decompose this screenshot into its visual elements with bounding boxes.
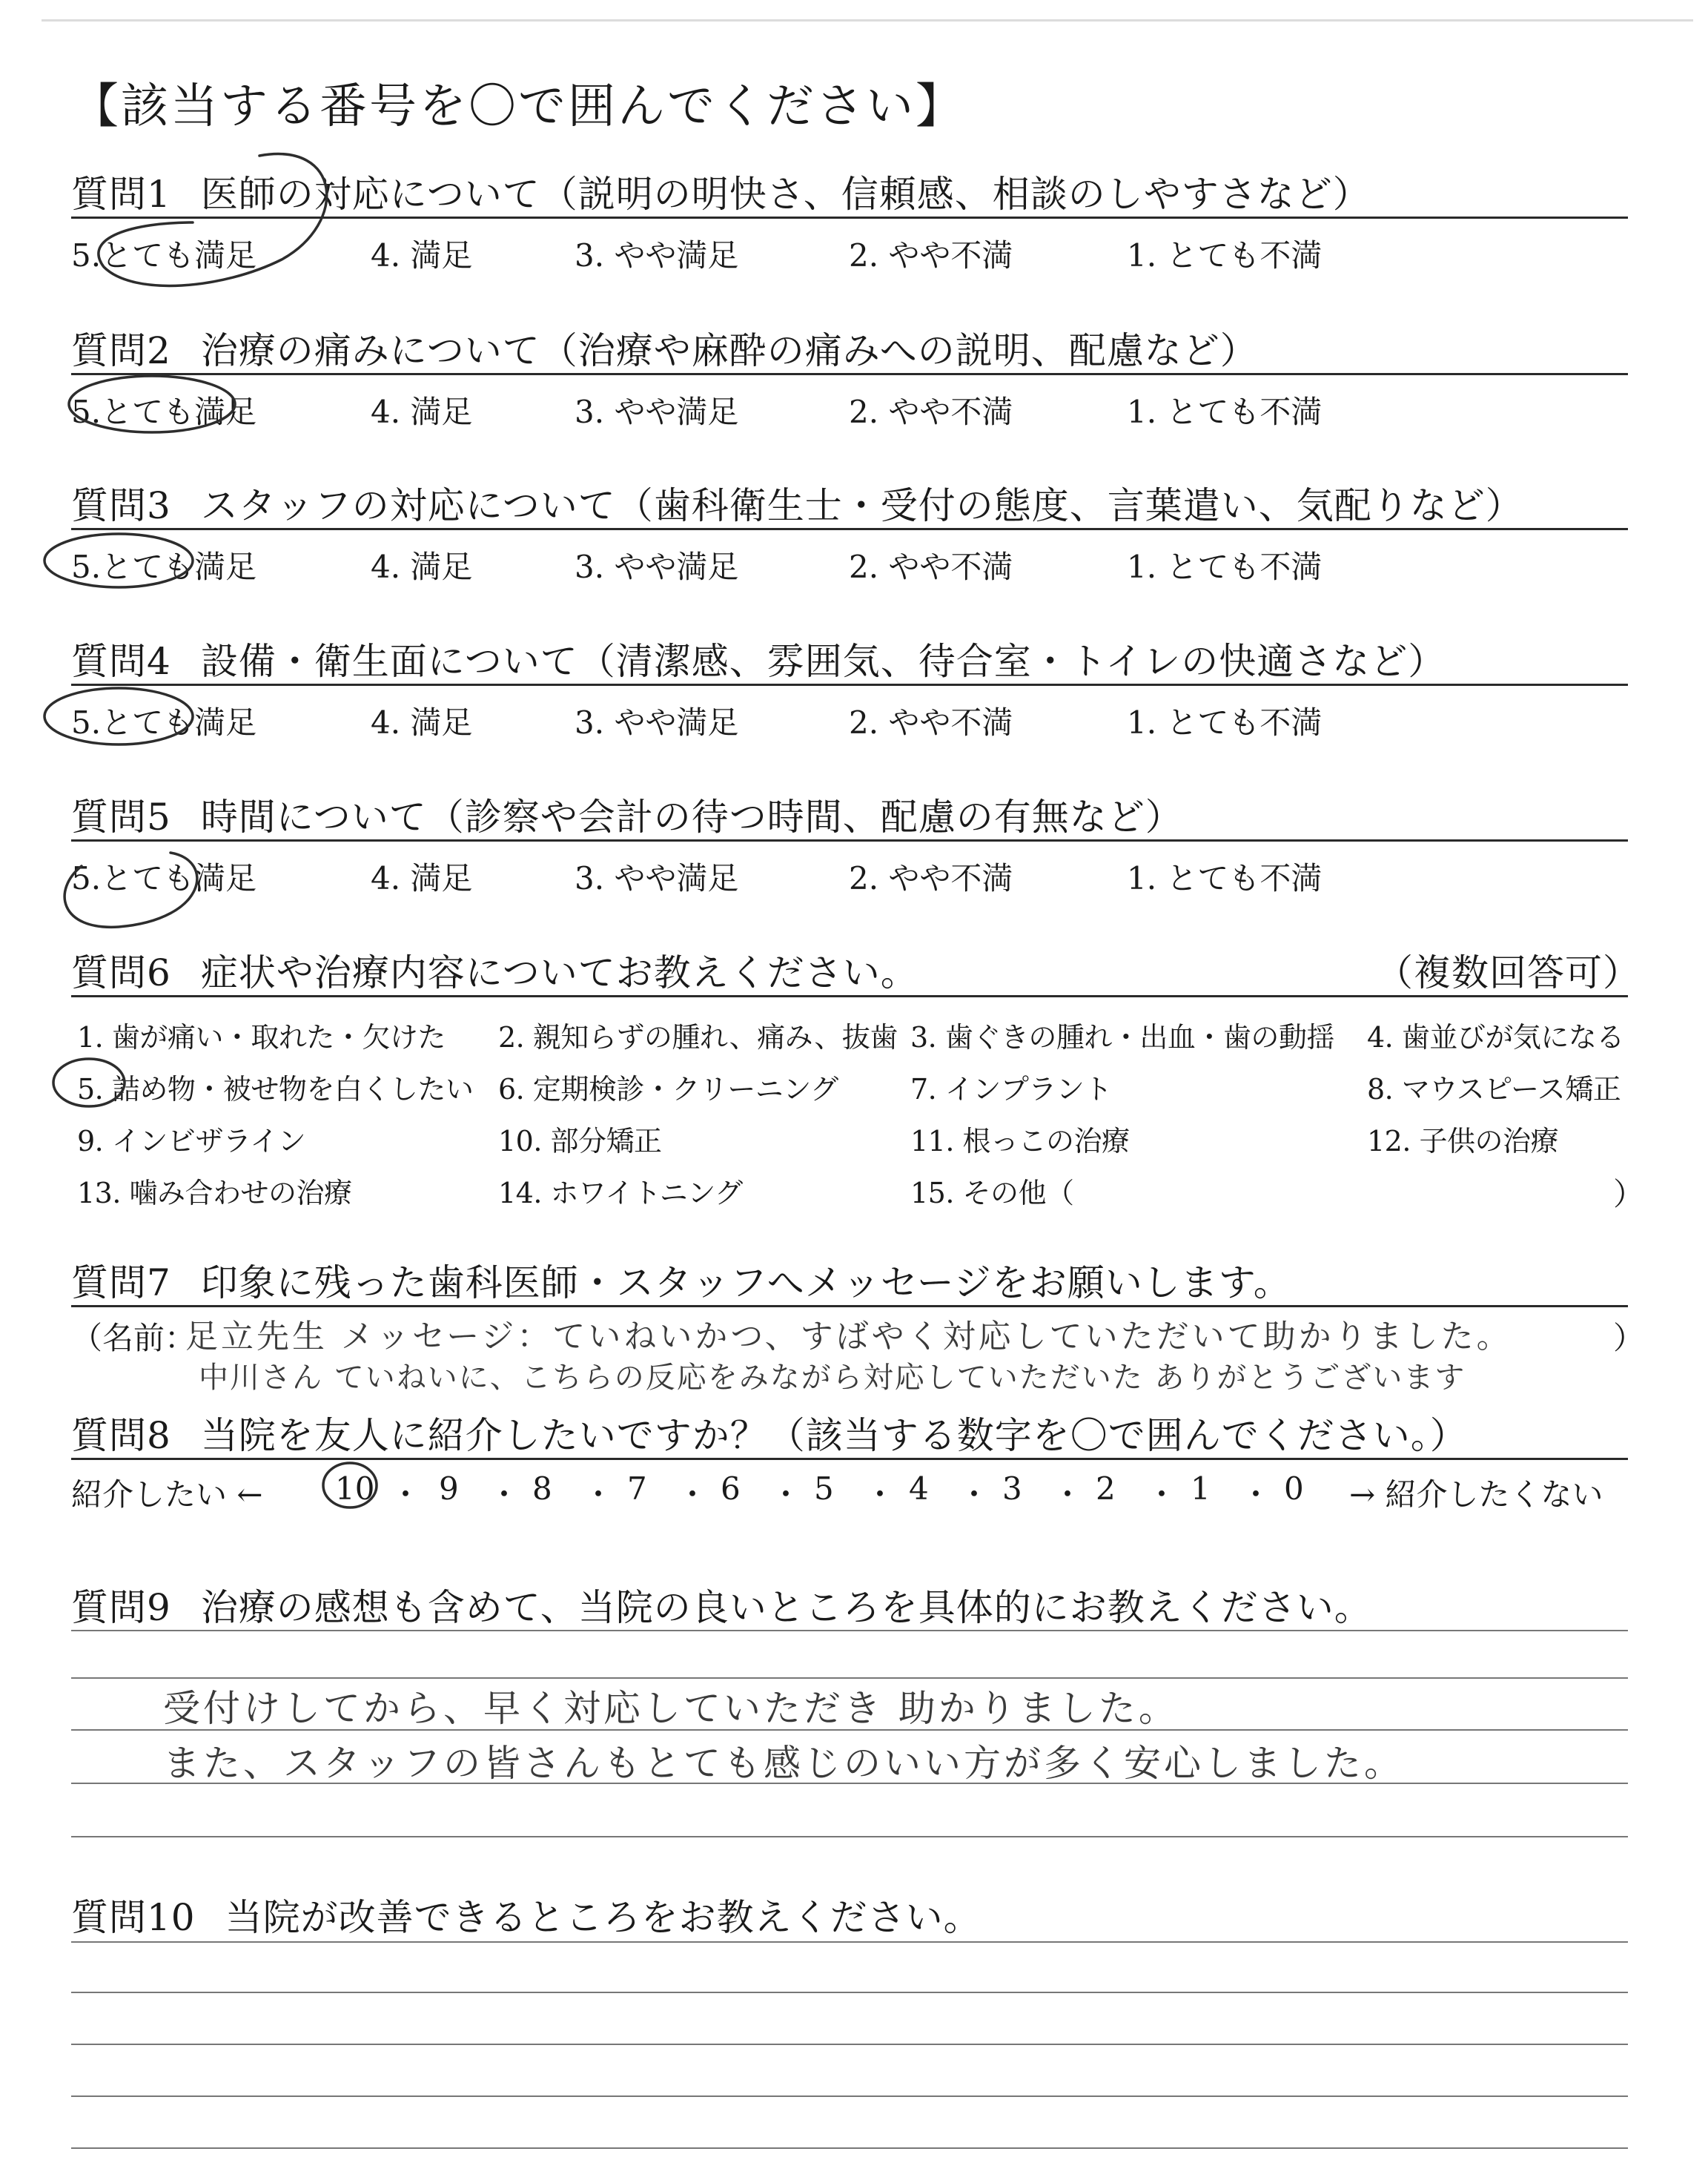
q6-item-11[interactable]: 11. 根っこの治療 xyxy=(910,1125,1130,1157)
q4-option-4[interactable]: 4. 満足 xyxy=(371,704,473,741)
q3-option-2[interactable]: 2. やや不満 xyxy=(849,549,1013,585)
q1-option-3[interactable]: 3. やや満足 xyxy=(575,237,739,274)
question-number: 質問8 xyxy=(71,1414,171,1457)
scale-separator: ・ xyxy=(770,1476,802,1513)
question-number: 質問5 xyxy=(71,796,171,839)
q6-item-15[interactable]: 15. その他（ xyxy=(910,1177,1074,1209)
question-2 xyxy=(71,321,1258,374)
q6-item-10[interactable]: 10. 部分矯正 xyxy=(498,1125,662,1157)
scale-separator: ・ xyxy=(583,1476,615,1513)
question-6 xyxy=(71,943,1641,997)
answer-line xyxy=(71,1836,1628,1837)
q2-option-3[interactable]: 3. やや満足 xyxy=(575,394,739,430)
q6-item-14[interactable]: 14. ホワイトニング xyxy=(498,1177,743,1209)
question-text: 治療の感想も含めて、当院の良いところを具体的にお教えください。 xyxy=(200,1586,1372,1629)
divider xyxy=(71,528,1628,530)
question-3 xyxy=(71,476,1523,529)
close-paren: ） xyxy=(1613,1320,1645,1356)
q1-option-5[interactable]: 5.とても満足 xyxy=(71,237,257,274)
scale-value-4[interactable]: 4 xyxy=(909,1470,929,1507)
name-label: （名前： xyxy=(71,1320,196,1356)
scale-separator: ・ xyxy=(1146,1476,1178,1513)
multi-answer-note: （複数回答可） xyxy=(1376,951,1641,994)
q3-option-1[interactable]: 1. とても不満 xyxy=(1127,549,1323,585)
question-8 xyxy=(71,1406,1468,1459)
q4-option-2[interactable]: 2. やや不満 xyxy=(849,704,1013,741)
scale-value-2[interactable]: 2 xyxy=(1096,1470,1116,1507)
scale-value-5[interactable]: 5 xyxy=(814,1470,834,1507)
divider xyxy=(71,1458,1628,1460)
scale-value-3[interactable]: 3 xyxy=(1002,1470,1022,1507)
question-number: 質問3 xyxy=(71,484,171,527)
divider xyxy=(71,839,1628,842)
question-7 xyxy=(71,1253,1291,1307)
scale-value-8[interactable]: 8 xyxy=(532,1470,552,1507)
question-text: 印象に残った歯科医師・スタッフへメッセージをお願いします。 xyxy=(200,1261,1291,1304)
question-number: 質問10 xyxy=(71,1896,196,1939)
question-text: 症状や治療内容についてお教えください。 xyxy=(200,951,918,994)
q4-option-3[interactable]: 3. やや満足 xyxy=(575,704,739,741)
q3-option-3[interactable]: 3. やや満足 xyxy=(575,549,739,585)
q6-item-1[interactable]: 1. 歯が痛い・取れた・欠けた xyxy=(77,1021,446,1054)
answer-line xyxy=(71,2044,1628,2045)
scale-value-1[interactable]: 1 xyxy=(1191,1470,1211,1507)
q6-item-12[interactable]: 12. 子供の治療 xyxy=(1367,1125,1559,1157)
q5-option-5[interactable]: 5.とても満足 xyxy=(71,860,257,896)
q6-item-6[interactable]: 6. 定期検診・クリーニング xyxy=(498,1073,838,1106)
close-paren: ） xyxy=(1613,1176,1645,1212)
q5-option-3[interactable]: 3. やや満足 xyxy=(575,860,739,896)
scale-separator: ・ xyxy=(1240,1476,1272,1513)
question-number: 質問2 xyxy=(71,329,171,372)
answer-line xyxy=(71,1941,1628,1943)
scale-value-7[interactable]: 7 xyxy=(627,1470,647,1507)
scale-value-0[interactable]: 0 xyxy=(1284,1470,1304,1507)
q5-option-1[interactable]: 1. とても不満 xyxy=(1127,860,1323,896)
q3-option-4[interactable]: 4. 満足 xyxy=(371,549,473,585)
divider xyxy=(71,1305,1628,1307)
question-1 xyxy=(71,165,1371,218)
scale-separator: ・ xyxy=(959,1476,990,1513)
scale-separator: ・ xyxy=(1052,1476,1084,1513)
scale-separator: ・ xyxy=(677,1476,709,1513)
q6-item-7[interactable]: 7. インプラント xyxy=(910,1073,1112,1106)
handwritten-message-line-2: 中川さん ていねいに、こちらの反応をみながら対応していただいた ありがとうございます xyxy=(199,1361,1466,1395)
question-number: 質問6 xyxy=(71,951,171,994)
question-text: 医師の対応について（説明の明快さ、信頼感、相談のしやすさなど） xyxy=(200,173,1371,216)
q6-item-13[interactable]: 13. 噛み合わせの治療 xyxy=(77,1177,352,1209)
q6-item-5[interactable]: 5. 詰め物・被せ物を白くしたい xyxy=(77,1073,474,1106)
question-text: 当院を友人に紹介したいですか？（該当する数字を〇で囲んでください。） xyxy=(200,1414,1468,1457)
q5-option-4[interactable]: 4. 満足 xyxy=(371,860,473,896)
question-9 xyxy=(71,1578,1372,1631)
scale-separator: ・ xyxy=(489,1476,520,1513)
handwritten-answer-line-1: 受付けしてから、早く対応していただき 助かりました。 xyxy=(163,1687,1179,1730)
q4-option-1[interactable]: 1. とても不満 xyxy=(1127,704,1323,741)
q1-option-1[interactable]: 1. とても不満 xyxy=(1127,237,1323,274)
q5-option-2[interactable]: 2. やや不満 xyxy=(849,860,1013,896)
top-border xyxy=(42,19,1693,22)
question-text: 設備・衛生面について（清潔感、雰囲気、待合室・トイレの快適さなど） xyxy=(200,640,1446,683)
q2-option-2[interactable]: 2. やや不満 xyxy=(849,394,1013,430)
q2-option-4[interactable]: 4. 満足 xyxy=(371,394,473,430)
scale-value-6[interactable]: 6 xyxy=(721,1470,741,1507)
question-number: 質問9 xyxy=(71,1586,171,1629)
page-title: 【該当する番号を〇で囲んでください】 xyxy=(71,79,965,134)
q6-item-9[interactable]: 9. インビザライン xyxy=(77,1125,306,1157)
q3-option-5[interactable]: 5.とても満足 xyxy=(71,549,257,585)
question-text: 治療の痛みについて（治療や麻酔の痛みへの説明、配慮など） xyxy=(200,329,1258,372)
scale-left-label: 紹介したい ← xyxy=(71,1476,263,1513)
question-text: 時間について（診察や会計の待つ時間、配慮の有無など） xyxy=(200,796,1183,839)
question-number: 質問1 xyxy=(71,173,171,216)
question-10 xyxy=(71,1888,982,1941)
question-text: スタッフの対応について（歯科衛生士・受付の態度、言葉遣い、気配りなど） xyxy=(200,484,1523,527)
scale-value-9[interactable]: 9 xyxy=(439,1470,459,1507)
scale-separator: ・ xyxy=(864,1476,896,1513)
scale-value-10[interactable]: 10 xyxy=(335,1470,375,1507)
handwritten-answer-line-2: また、スタッフの皆さんもとても感じのいい方が多く安心しました。 xyxy=(163,1742,1404,1785)
answer-line xyxy=(71,1992,1628,1993)
question-number: 質問7 xyxy=(71,1261,171,1304)
q6-item-4[interactable]: 4. 歯並びが気になる xyxy=(1367,1021,1624,1054)
q1-option-2[interactable]: 2. やや不満 xyxy=(849,237,1013,274)
q2-option-1[interactable]: 1. とても不満 xyxy=(1127,394,1323,430)
scale-separator: ・ xyxy=(390,1476,422,1513)
question-number: 質問4 xyxy=(71,640,171,683)
q4-option-5[interactable]: 5.とても満足 xyxy=(71,704,257,741)
answer-line xyxy=(71,2147,1628,2149)
q6-item-2[interactable]: 2. 親知らずの腫れ、痛み、抜歯 xyxy=(498,1021,898,1054)
divider xyxy=(71,995,1628,997)
question-4 xyxy=(71,632,1446,685)
question-text: 当院が改善できるところをお教えください。 xyxy=(225,1896,982,1939)
q1-option-4[interactable]: 4. 満足 xyxy=(371,237,473,274)
answer-line xyxy=(71,1630,1628,1631)
q6-item-3[interactable]: 3. 歯ぐきの腫れ・出血・歯の動揺 xyxy=(910,1021,1334,1054)
handwritten-message-line-1: 足立先生 メッセージ：ていねいかつ、すばやく対応していただいて助かりました。 xyxy=(185,1318,1512,1355)
divider xyxy=(71,373,1628,375)
question-5 xyxy=(71,787,1183,841)
answer-line xyxy=(71,2095,1628,2097)
divider xyxy=(71,684,1628,686)
q2-option-5[interactable]: 5.とても満足 xyxy=(71,394,257,430)
scale-right-label: → 紹介したくない xyxy=(1349,1476,1603,1513)
divider xyxy=(71,217,1628,219)
q6-item-8[interactable]: 8. マウスピース矯正 xyxy=(1367,1073,1621,1106)
